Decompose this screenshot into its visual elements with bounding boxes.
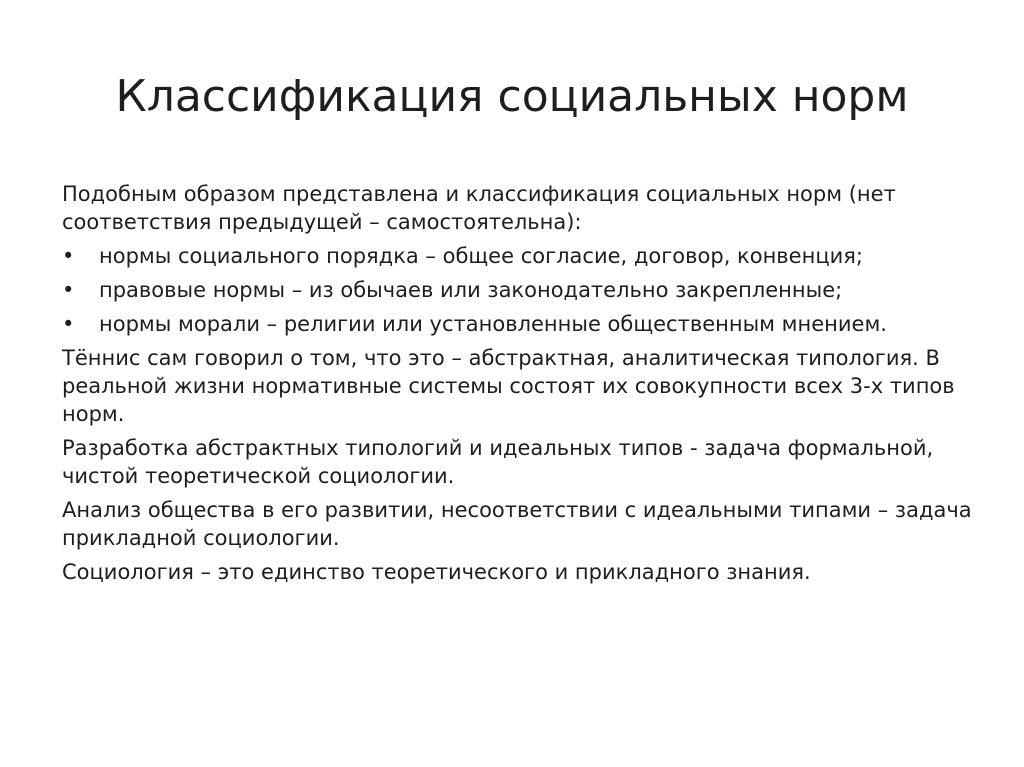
list-item <box>62 310 982 338</box>
abstract-typologies-paragraph: Разработка абстрактных типологий и идеальных типов - задача формальной, чистой теоретической социологии. <box>62 436 934 488</box>
society-analysis-paragraph: Анализ общества в его развитии, несоответствии с идеальными типами – задача прикладной социологии. <box>62 498 972 550</box>
list-item <box>62 242 982 270</box>
list-item-text: нормы социального порядка – общее согласие, договор, конвенция; <box>99 244 863 268</box>
intro-paragraph: Подобным образом представлена и классификация социальных норм (нет соответствия предыдущей – самостоятельна): <box>62 182 896 234</box>
slide-content <box>62 180 982 592</box>
sociology-unity-paragraph: Социология – это единство теоретического и прикладного знания. <box>62 560 811 584</box>
bullet-icon: • <box>62 278 75 302</box>
bullet-icon: • <box>62 312 75 336</box>
list-item <box>62 276 982 304</box>
list-item-text: нормы морали – религии или установленные общественным мнением. <box>99 312 887 336</box>
bullet-icon: • <box>62 244 75 268</box>
slide-title: Классификация социальных норм <box>115 71 909 122</box>
list-item-text: правовые нормы – из обычаев или законодательно закрепленные; <box>99 278 843 302</box>
norm-types-list <box>62 242 982 338</box>
toennies-paragraph: Тённис сам говорил о том, что это – абстрактная, аналитическая типология. В реальной жизни нормативные системы состоят их совокупности всех 3-х типов норм. <box>62 346 955 426</box>
